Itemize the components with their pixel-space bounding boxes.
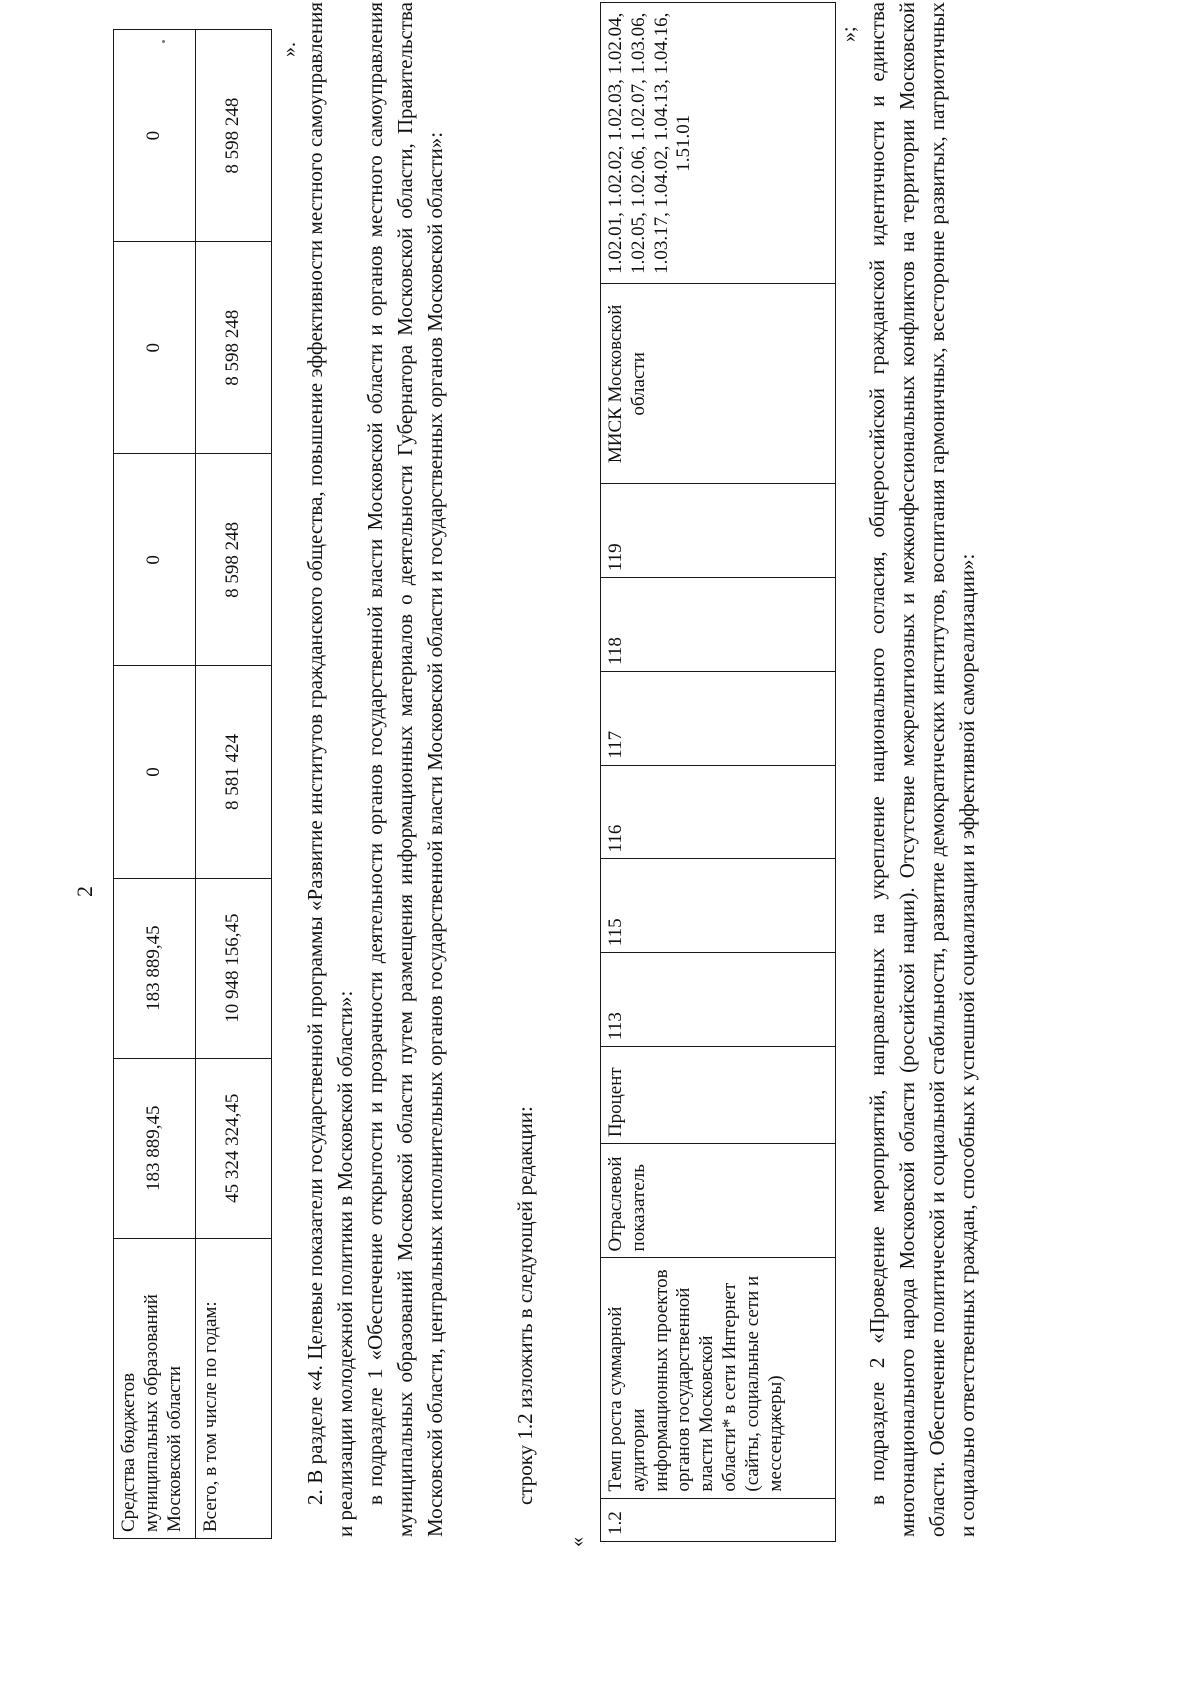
budget-row-total	[196, 30, 272, 1539]
indicator-table-closing-quote: »;	[838, 26, 860, 42]
value-cell: 45 324 324,45	[196, 1058, 272, 1238]
value-cell: 8 598 248	[196, 454, 272, 666]
indicator-value: 117	[601, 671, 836, 765]
indicator-name: Темп роста суммарной аудитории информационных проектов органов государственной власти Московской области* в сети Интернет (сайты, социальные сети и мессенджеры)	[601, 1258, 836, 1498]
budget-row-municipal	[114, 30, 196, 1539]
indicator-value: 119	[601, 484, 836, 578]
page-number: 2	[72, 886, 97, 897]
responsible-body: МИСК Московской области	[601, 284, 836, 484]
indicator-table	[600, 2, 836, 1542]
budget-table	[113, 29, 272, 1539]
indicator-value: 115	[601, 859, 836, 953]
indicator-value: 116	[601, 765, 836, 859]
indicator-value: 113	[601, 953, 836, 1047]
value-cell: 8 598 248	[196, 242, 272, 454]
value-cell: 0	[114, 666, 196, 878]
row-label: Всего, в том числе по годам:	[196, 1238, 272, 1538]
paragraph-section: 2. В разделе «4. Целевые показатели государственной программы «Развитие институтов гражданского общества, повышение эффективности местного самоуправления и реализации молодежной политики в Московской области»:	[303, 2, 357, 1537]
paragraph-subsection-2: в подразделе 2 «Проведение мероприятий, направленных на укрепление национального согласия, общероссийской гражданской идентичности и единства многонационального народа Московской области (российской нации). Отсутствие межрелигиозных и межконфессиональных конфликтов на территории Московской области. Обеспечение политической и социальной стабильности, развитие демократических институтов, воспитания гармоничных, всесторонне развитых, патриотичных и социально ответственных граждан, способных к успешной социализации и эффективной самореализации»:	[865, 2, 979, 1537]
indicator-value: 118	[601, 578, 836, 672]
value-cell: 183 889,45	[114, 1058, 196, 1238]
value-cell: 8 581 424	[196, 666, 272, 878]
value-cell: 8 598 248	[196, 30, 272, 242]
indicator-type: Отраслевой показатель	[601, 1144, 836, 1258]
value-cell: 10 948 156,45	[196, 878, 272, 1058]
budget-table-closing-quote: ».	[278, 42, 300, 57]
indicator-row	[601, 3, 836, 1542]
row-number: 1.2	[601, 1498, 836, 1541]
row-label: Средства бюджетов муниципальных образований Московской области	[114, 1238, 196, 1538]
value-cell: 183 889,45	[114, 878, 196, 1058]
value-cell: 0	[114, 242, 196, 454]
value-cell: 0	[114, 454, 196, 666]
value-cell: 0	[114, 30, 196, 242]
opening-quote: «	[566, 1537, 588, 1547]
indicator-unit: Процент	[601, 1046, 836, 1143]
measure-codes: 1.02.01, 1.02.02, 1.02.03, 1.02.04, 1.02.05, 1.02.06, 1.02.07, 1.03.06, 1.03.17, 1.04.02, 1.04.13, 1.04.16, 1.51.01	[601, 3, 836, 284]
paragraph-row-instruction: строку 1.2 изложить в следующей редакции:	[513, 1106, 537, 1505]
paragraph-subsection-1: в подразделе 1 «Обеспечение открытости и прозрачности деятельности органов государственной власти Московской области и органов местного самоуправления муниципальных образований Московской области путем размещения информационных материалов о деятельности Губернатора Московской области, Правительства Московской области, центральных исполнительных органов государственной власти Московской области и государственных органов Московской области»:	[363, 2, 447, 1537]
